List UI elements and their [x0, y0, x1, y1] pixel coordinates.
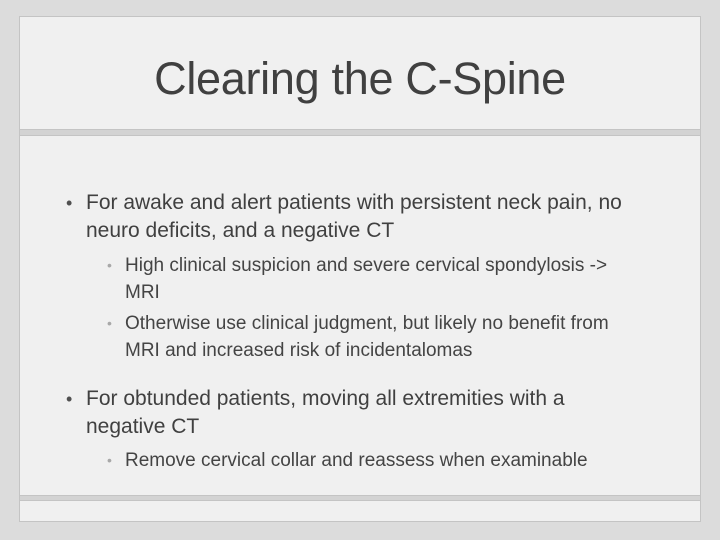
bullet-1 — [66, 189, 646, 245]
bullet-1-sub-1 — [107, 252, 645, 306]
bullet-1-sub-2 — [107, 310, 645, 364]
bullet-2-sub-1-text: Remove cervical collar and reassess when examinable — [125, 450, 588, 471]
bullet-1-text: For awake and alert patients with persistent neck pain, no neuro deficits, and a negative CT — [86, 191, 622, 242]
sub-bullet-dot: • — [107, 315, 112, 331]
slide-title: Clearing the C-Spine — [154, 53, 566, 104]
footer-divider — [20, 495, 700, 501]
sub-bullet-dot: • — [107, 452, 112, 468]
bullet-1-sub-1-text: High clinical suspicion and severe cervical spondylosis -> MRI — [125, 255, 608, 303]
sub-bullet-dot: • — [107, 257, 112, 273]
bullet-2-sub-1 — [107, 447, 645, 474]
bullet-2 — [66, 385, 646, 441]
title-area — [20, 17, 700, 129]
title-divider — [20, 129, 700, 136]
bullet-2-text: For obtunded patients, moving all extremities with a negative CT — [86, 387, 565, 438]
bullet-1-sub-2-text: Otherwise use clinical judgment, but likely no benefit from MRI and increased risk of incidentalomas — [125, 313, 609, 361]
bullet-dot: • — [66, 389, 73, 409]
bullet-dot: • — [66, 193, 73, 213]
slide-frame — [19, 16, 701, 522]
